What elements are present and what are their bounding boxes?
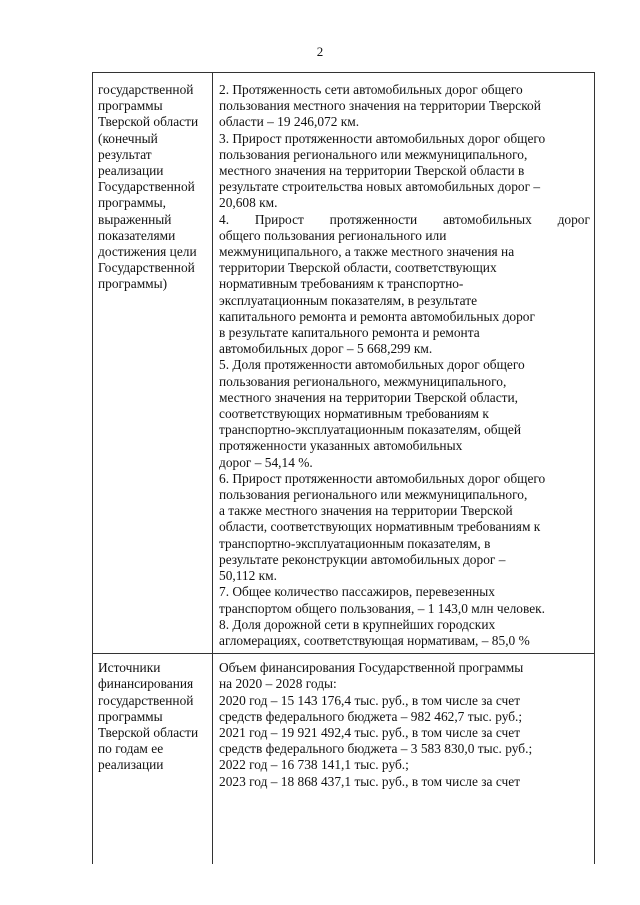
label-line: реализации	[98, 757, 164, 773]
content-line: 20,608 км.	[219, 195, 278, 211]
content-line: нормативным требованиям к транспортно-	[219, 276, 464, 292]
content-line: 8. Доля дорожной сети в крупнейших городских	[219, 616, 496, 632]
content-line: транспортно-эксплуатационным показателям, в	[219, 535, 491, 551]
label-line: Государственной	[98, 260, 195, 276]
content-line: результате строительства новых автомобильных дорог –	[219, 179, 541, 195]
content-line: местного значения на территории Тверской области в	[219, 163, 525, 179]
content-line: капитального ремонта и ремонта автомобильных дорог	[219, 308, 535, 324]
content-line: эксплуатационным показателям, в результате	[219, 292, 478, 308]
content-line: средств федерального бюджета – 982 462,7 тыс. руб.;	[219, 708, 523, 724]
label-line: выраженный	[98, 211, 172, 227]
content-line: пользования местного значения на территории Тверской	[219, 98, 541, 114]
label-line: Тверской области	[98, 114, 199, 130]
label-line: программы	[98, 98, 163, 114]
content-line: 5. Доля протяженности автомобильных дорог общего	[219, 357, 525, 373]
table-row-funding-sources	[93, 654, 595, 865]
content-line: транспортом общего пользования, – 1 143,0 млн человек.	[219, 600, 546, 616]
content-line: 50,112 км.	[219, 568, 278, 584]
content-line: в результате капитального ремонта и ремонта	[219, 325, 480, 341]
row-label-funding-sources	[93, 654, 213, 865]
content-line: общего пользования регионального или	[219, 227, 447, 243]
content-line: 4. Прирост протяженности автомобильных дорог	[219, 211, 590, 227]
content-line: 2020 год – 15 143 176,4 тыс. руб., в том числе за счет	[219, 692, 521, 708]
label-line: программы)	[98, 276, 168, 292]
content-line: 2021 год – 19 921 492,4 тыс. руб., в том числе за счет	[219, 724, 521, 740]
label-line: Тверской области	[98, 724, 199, 740]
label-line: финансирования	[98, 676, 194, 692]
content-line: дорог – 54,14 %.	[219, 454, 313, 470]
content-line: области – 19 246,072 км.	[219, 114, 360, 130]
label-line: реализации	[98, 163, 164, 179]
row-content-funding-sources	[213, 654, 595, 865]
content-line: 2. Протяженность сети автомобильных дорог общего	[219, 82, 523, 97]
content-line: автомобильных дорог – 5 668,299 км.	[219, 341, 433, 357]
label-line: по годам ее	[98, 741, 164, 757]
label-line: государственной	[98, 692, 194, 708]
content-line: протяженности указанных автомобильных	[219, 438, 463, 454]
content-line: области, соответствующих нормативным требованиям к	[219, 519, 541, 535]
table-row-results	[93, 73, 595, 654]
label-line: показателями	[98, 227, 176, 243]
content-line: 3. Прирост протяженности автомобильных дорог общего	[219, 130, 546, 146]
content-line: 7. Общее количество пассажиров, перевезенных	[219, 584, 495, 600]
content-line: агломерациях, соответствующая нормативам, – 85,0 %	[219, 632, 530, 648]
passport-table	[92, 72, 595, 864]
content-line: Объем финансирования Государственной программы	[219, 660, 524, 676]
content-line: соответствующих нормативным требованиям к	[219, 406, 489, 422]
content-line: результате реконструкции автомобильных дорог –	[219, 551, 506, 567]
content-line: межмуниципального, а также местного значения на	[219, 244, 515, 260]
content-line: территории Тверской области, соответствующих	[219, 260, 497, 276]
content-line: транспортно-эксплуатационным показателям, общей	[219, 422, 522, 438]
content-line: средств федерального бюджета – 3 583 830,0 тыс. руб.;	[219, 741, 533, 757]
content-line: 6. Прирост протяженности автомобильных дорог общего	[219, 470, 546, 486]
label-line: Государственной	[98, 179, 195, 195]
content-line: на 2020 – 2028 годы:	[219, 676, 337, 692]
row-content-results	[213, 73, 595, 654]
page-number: 2	[316, 44, 324, 59]
content-line: пользования регионального, межмуниципального,	[219, 373, 507, 389]
label-line: государственной	[98, 82, 194, 97]
content-line: пользования регионального или межмуниципального,	[219, 146, 528, 162]
content-line: а также местного значения на территории Тверской	[219, 503, 513, 519]
label-line: программы,	[98, 195, 166, 211]
row-label-results	[93, 73, 213, 654]
content-line: местного значения на территории Тверской области,	[219, 389, 519, 405]
content-line: пользования регионального или межмуниципального,	[219, 487, 528, 503]
content-line: 2023 год – 18 868 437,1 тыс. руб., в том числе за счет	[219, 773, 521, 789]
label-line: результат	[98, 146, 152, 162]
label-line: достижения цели	[98, 244, 197, 260]
label-line: программы	[98, 708, 163, 724]
label-line: (конечный	[98, 130, 158, 146]
label-line: Источники	[98, 660, 161, 676]
content-line: 2022 год – 16 738 141,1 тыс. руб.;	[219, 757, 409, 773]
